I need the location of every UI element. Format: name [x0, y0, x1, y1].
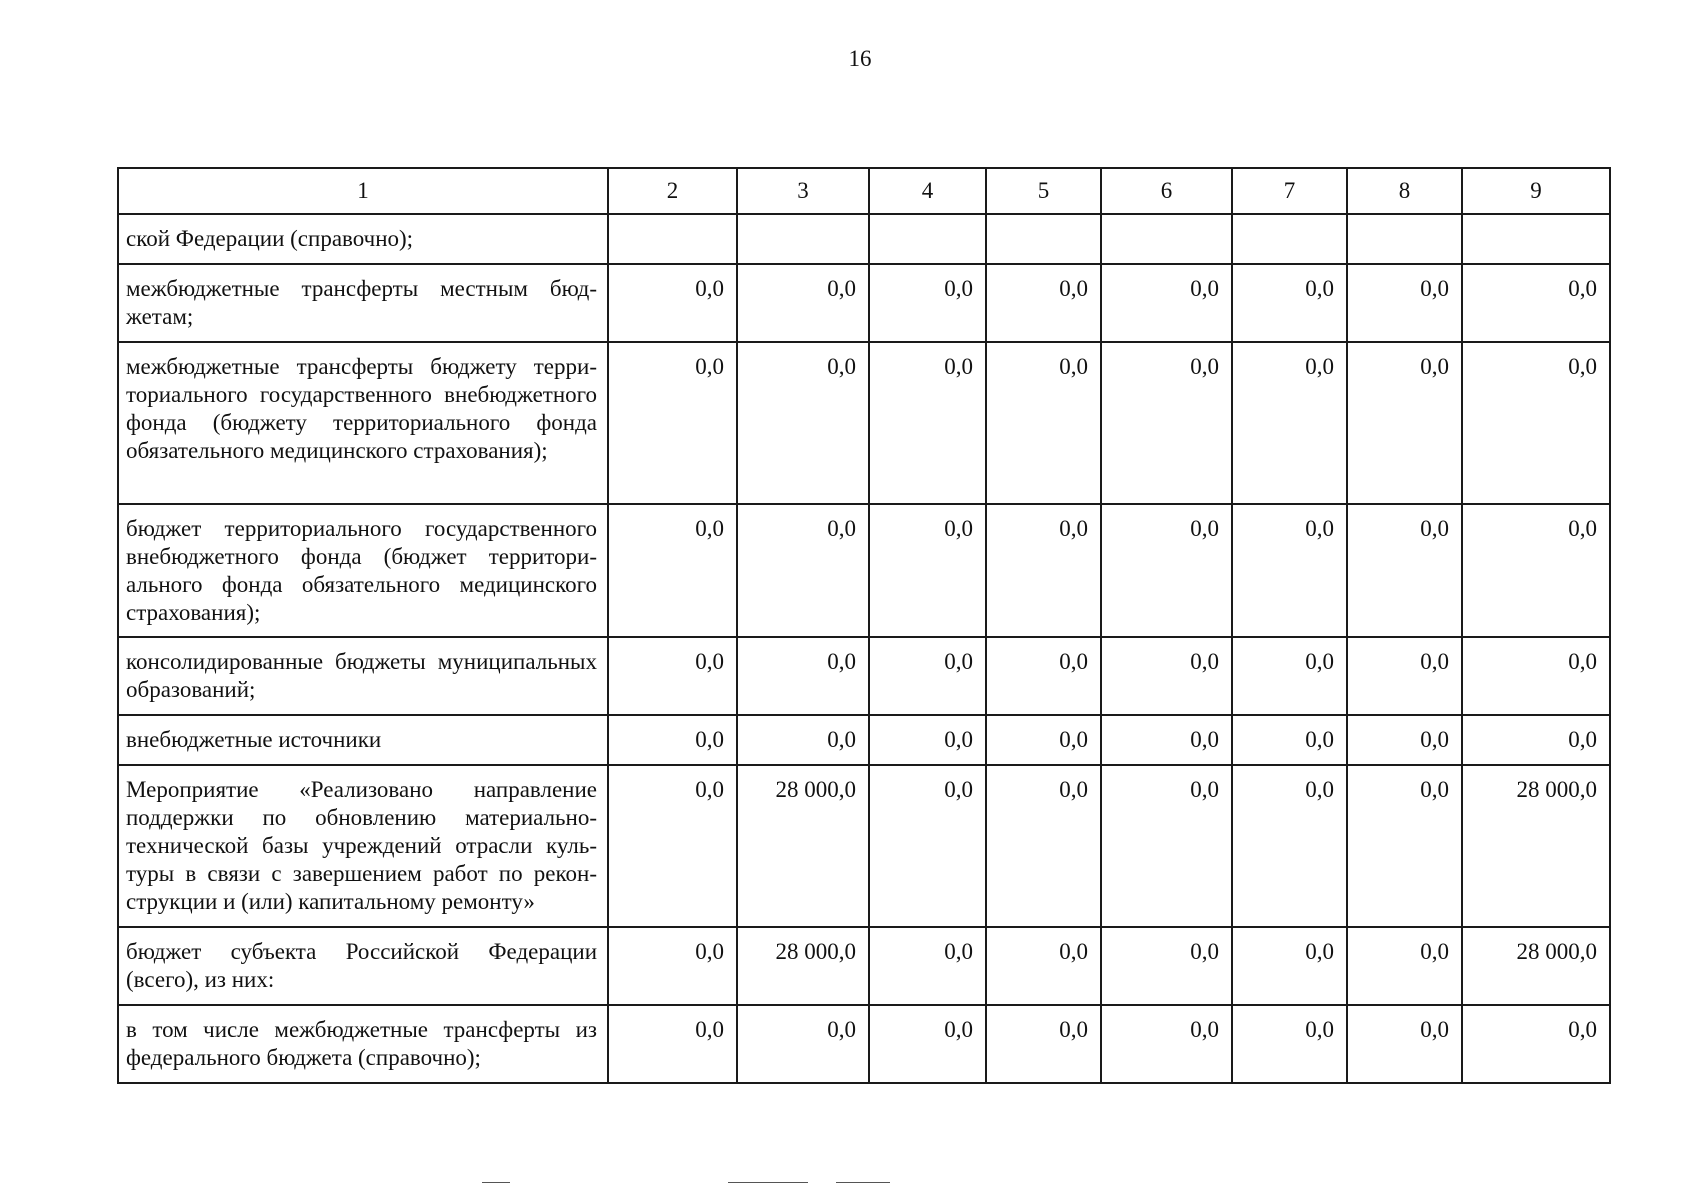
- table-row: [118, 214, 1610, 264]
- cell-value: 0,0: [1232, 342, 1347, 504]
- table-row: [118, 504, 1610, 637]
- cell-value: [1101, 214, 1232, 264]
- column-header: 7: [1232, 168, 1347, 214]
- column-header: 8: [1347, 168, 1462, 214]
- cell-value: 0,0: [869, 765, 986, 927]
- cell-value: 0,0: [869, 927, 986, 1005]
- table-row: [118, 264, 1610, 342]
- cell-value: 0,0: [1101, 264, 1232, 342]
- cell-value: 0,0: [1101, 504, 1232, 637]
- cell-value: 0,0: [1347, 715, 1462, 765]
- column-header: 6: [1101, 168, 1232, 214]
- page-number: 16: [848, 46, 872, 71]
- cell-value: 0,0: [986, 264, 1101, 342]
- cell-value: 0,0: [1347, 765, 1462, 927]
- cell-value: [1232, 214, 1347, 264]
- row-description: консолидированные бюджеты муниципальных образований;: [118, 637, 608, 715]
- cell-value: 0,0: [1462, 264, 1610, 342]
- cell-value: 0,0: [608, 504, 737, 637]
- cell-value: 0,0: [737, 715, 869, 765]
- cell-value: 0,0: [1232, 765, 1347, 927]
- row-description: в том числе межбюджетные трансферты из федерального бюджета (справочно);: [118, 1005, 608, 1083]
- cell-value: 0,0: [1232, 1005, 1347, 1083]
- cell-value: 0,0: [1462, 1005, 1610, 1083]
- table-row: [118, 715, 1610, 765]
- table-header-row: [118, 168, 1610, 214]
- cell-value: 0,0: [869, 1005, 986, 1083]
- cell-value: 0,0: [1101, 715, 1232, 765]
- cell-value: 0,0: [608, 637, 737, 715]
- cell-value: 28 000,0: [737, 927, 869, 1005]
- cell-value: 0,0: [1101, 765, 1232, 927]
- column-header: 1: [118, 168, 608, 214]
- column-header: 2: [608, 168, 737, 214]
- cell-value: 0,0: [869, 264, 986, 342]
- cell-value: [869, 214, 986, 264]
- table-row: [118, 342, 1610, 504]
- cell-value: 0,0: [608, 927, 737, 1005]
- cell-value: 0,0: [1232, 504, 1347, 637]
- cell-value: 0,0: [1462, 637, 1610, 715]
- cell-value: 0,0: [986, 342, 1101, 504]
- cell-value: 0,0: [869, 637, 986, 715]
- cell-value: 0,0: [986, 637, 1101, 715]
- cell-value: 0,0: [986, 1005, 1101, 1083]
- cell-value: 0,0: [608, 715, 737, 765]
- column-header: 3: [737, 168, 869, 214]
- cell-value: 0,0: [986, 504, 1101, 637]
- table-row: [118, 927, 1610, 1005]
- cell-value: 0,0: [1347, 342, 1462, 504]
- cell-value: 0,0: [737, 504, 869, 637]
- cell-value: 28 000,0: [1462, 927, 1610, 1005]
- cell-value: 0,0: [737, 264, 869, 342]
- cell-value: [737, 214, 869, 264]
- scan-line: [482, 1182, 510, 1183]
- cell-value: 0,0: [1101, 1005, 1232, 1083]
- row-description: межбюджетные трансферты местным бюджетам;: [118, 264, 608, 342]
- cell-value: 0,0: [608, 342, 737, 504]
- cell-value: 0,0: [608, 264, 737, 342]
- cell-value: 0,0: [869, 342, 986, 504]
- cell-value: 0,0: [869, 715, 986, 765]
- cell-value: 0,0: [608, 1005, 737, 1083]
- row-description: Мероприятие «Реализовано направление поддержки по обновлению материально-технической базы учреждений отрасли культуры в связи с завершением работ по реконструкции и (или) капитальному ремонту»: [118, 765, 608, 927]
- cell-value: [1347, 214, 1462, 264]
- column-header: 9: [1462, 168, 1610, 214]
- row-description: бюджет субъекта Российской Федерации (всего), из них:: [118, 927, 608, 1005]
- cell-value: 0,0: [1347, 264, 1462, 342]
- cell-value: 0,0: [737, 637, 869, 715]
- cell-value: 0,0: [1101, 342, 1232, 504]
- cell-value: 0,0: [737, 342, 869, 504]
- cell-value: 0,0: [608, 765, 737, 927]
- cell-value: 0,0: [737, 1005, 869, 1083]
- cell-value: [986, 214, 1101, 264]
- scan-line: [836, 1182, 890, 1183]
- budget-table: [117, 167, 1611, 1084]
- cell-value: 0,0: [1232, 715, 1347, 765]
- cell-value: 0,0: [1232, 637, 1347, 715]
- cell-value: 0,0: [869, 504, 986, 637]
- column-header: 5: [986, 168, 1101, 214]
- cell-value: 0,0: [986, 765, 1101, 927]
- cell-value: 0,0: [1347, 927, 1462, 1005]
- cell-value: 28 000,0: [737, 765, 869, 927]
- scan-artifact-lines: [0, 1182, 1703, 1186]
- cell-value: 0,0: [1101, 927, 1232, 1005]
- cell-value: [608, 214, 737, 264]
- column-header: 4: [869, 168, 986, 214]
- cell-value: [1462, 214, 1610, 264]
- cell-value: 0,0: [1347, 504, 1462, 637]
- table-row: [118, 1005, 1610, 1083]
- table-row: [118, 765, 1610, 927]
- cell-value: 0,0: [1462, 715, 1610, 765]
- cell-value: 0,0: [1232, 927, 1347, 1005]
- cell-value: 28 000,0: [1462, 765, 1610, 927]
- scan-line: [728, 1182, 808, 1183]
- cell-value: 0,0: [1347, 637, 1462, 715]
- cell-value: 0,0: [986, 715, 1101, 765]
- table-row: [118, 637, 1610, 715]
- row-description: ской Федерации (справочно);: [118, 214, 608, 264]
- cell-value: 0,0: [1462, 504, 1610, 637]
- cell-value: 0,0: [1232, 264, 1347, 342]
- cell-value: 0,0: [1101, 637, 1232, 715]
- cell-value: 0,0: [1462, 342, 1610, 504]
- cell-value: 0,0: [1347, 1005, 1462, 1083]
- cell-value: 0,0: [986, 927, 1101, 1005]
- row-description: межбюджетные трансферты бюджету территориального государственного внебюджетного фонда (бюджету территориального фонда обязательного медицинского страхования);: [118, 342, 608, 504]
- row-description: бюджет территориального государственного внебюджетного фонда (бюджет территориального фонда обязательного медицинского страхования);: [118, 504, 608, 637]
- row-description: внебюджетные источники: [118, 715, 608, 765]
